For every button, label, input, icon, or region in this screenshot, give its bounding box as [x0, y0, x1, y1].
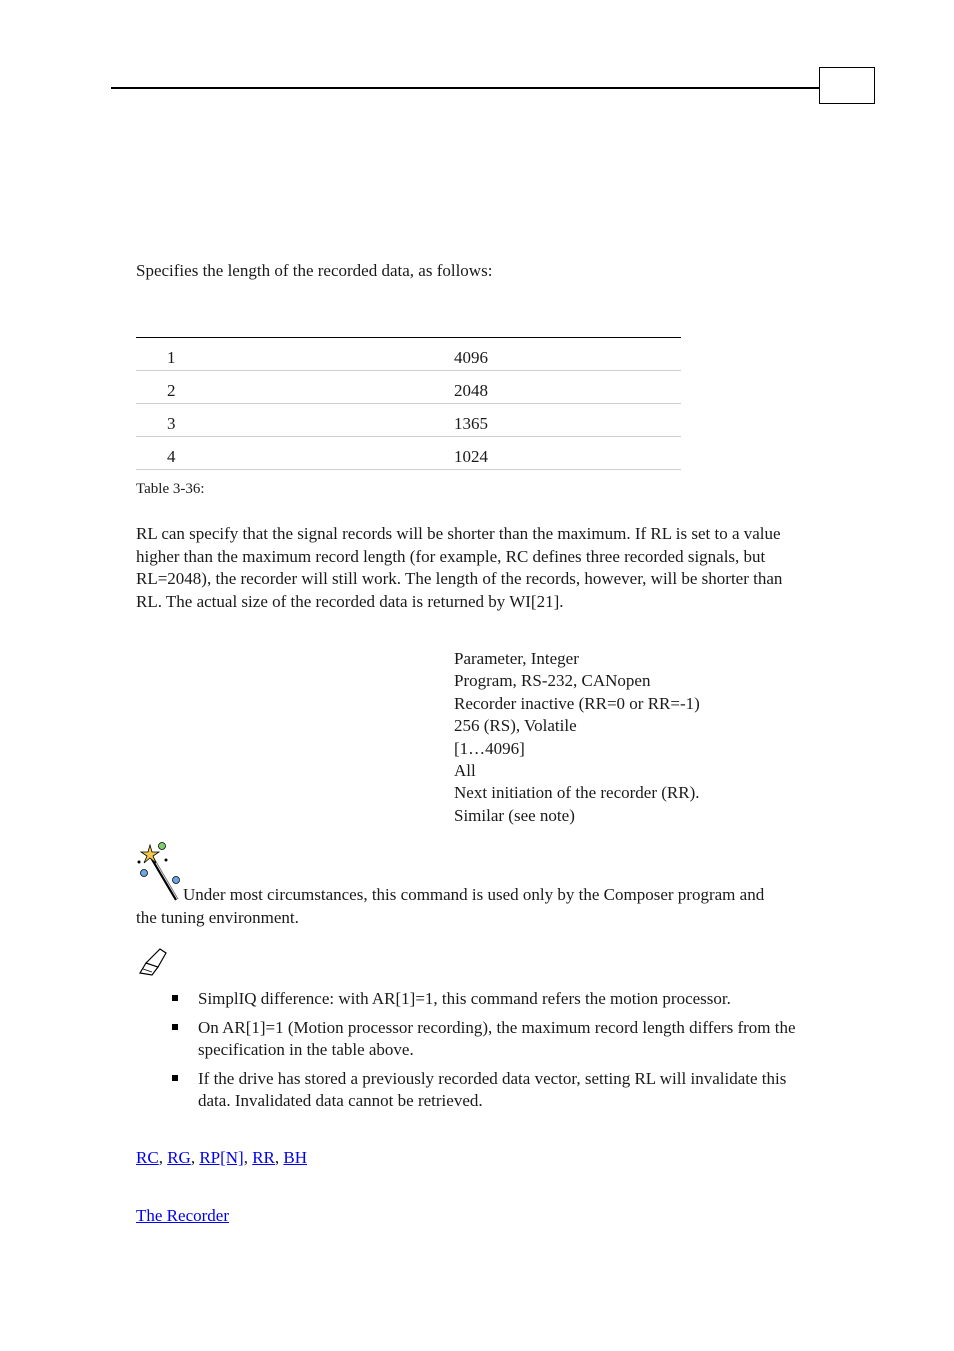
bullet-icon — [172, 1024, 178, 1030]
note-text: SimplIQ difference: with AR[1]=1, this command refers the motion processor. — [198, 989, 731, 1008]
link-separator: , — [158, 1148, 168, 1167]
table-caption: Table 3-36: — [136, 481, 205, 497]
note-text: If the drive has stored a previously recorded data vector, setting RL will invalidate this data. Invalidated data cannot be retrieved. — [198, 1068, 787, 1110]
property-value: Recorder inactive (RR=0 or RR=-1) — [454, 693, 700, 713]
note-pen-icon — [136, 945, 168, 977]
table-cell: 1024 — [454, 447, 488, 466]
record-length-table — [136, 337, 681, 470]
link-the-recorder[interactable]: The Recorder — [136, 1206, 229, 1225]
description-paragraph: RL can specify that the signal records will be shorter than the maximum. If RL is set to a value higher than the maximum record length (for example, RC defines three recorded signals, but RL=2048), the recorder will still work. The length of the records, however, will be shorter than RL. The actual size of the recorded data is returned by WI[21]. — [136, 524, 783, 611]
property-value: Parameter, Integer — [454, 649, 579, 668]
table-cell: 4096 — [454, 348, 488, 367]
link-rr[interactable]: RR — [252, 1148, 275, 1167]
table-row — [136, 404, 681, 437]
link-separator: , — [274, 1148, 284, 1167]
related-commands — [136, 1148, 307, 1168]
link-rc[interactable]: RC — [136, 1148, 159, 1167]
table-cell: 1365 — [454, 414, 488, 433]
list-item — [172, 988, 812, 1011]
table-cell: 2048 — [454, 381, 488, 400]
page-number-box — [819, 67, 875, 104]
link-rp-n[interactable]: RP[N] — [199, 1148, 244, 1167]
table-cell: 4 — [167, 447, 176, 466]
see-also — [136, 1206, 229, 1226]
link-separator: , — [243, 1148, 253, 1167]
table-cell: 1 — [167, 348, 176, 367]
property-value: Next initiation of the recorder (RR). — [454, 783, 700, 803]
property-value: [1…4096] — [454, 738, 525, 758]
table-cell: 3 — [167, 414, 176, 433]
property-value: Program, RS-232, CANopen — [454, 671, 651, 691]
bullet-icon — [172, 995, 178, 1001]
notes-list — [172, 988, 812, 1119]
link-bh[interactable]: BH — [283, 1148, 308, 1167]
table-row — [136, 371, 681, 404]
tip-text: Under most circumstances, this command is used only by the Composer program and the tuning environment. — [136, 885, 765, 927]
link-rg[interactable]: RG — [167, 1148, 191, 1167]
property-value: Similar (see note) — [454, 805, 575, 825]
intro-text: Specifies the length of the recorded data, as follows: — [136, 261, 493, 280]
table-cell: 2 — [167, 381, 176, 400]
table-row — [136, 437, 681, 470]
properties-list — [454, 648, 700, 827]
link-separator: , — [190, 1148, 200, 1167]
bullet-icon — [172, 1075, 178, 1081]
list-item — [172, 1068, 812, 1113]
note-text: On AR[1]=1 (Motion processor recording), the maximum record length differs from the specification in the table above. — [198, 1017, 796, 1059]
table-row — [136, 338, 681, 371]
header-rule — [111, 87, 820, 89]
property-value: All — [454, 761, 476, 781]
property-value: 256 (RS), Volatile — [454, 716, 577, 736]
list-item — [172, 1017, 812, 1062]
